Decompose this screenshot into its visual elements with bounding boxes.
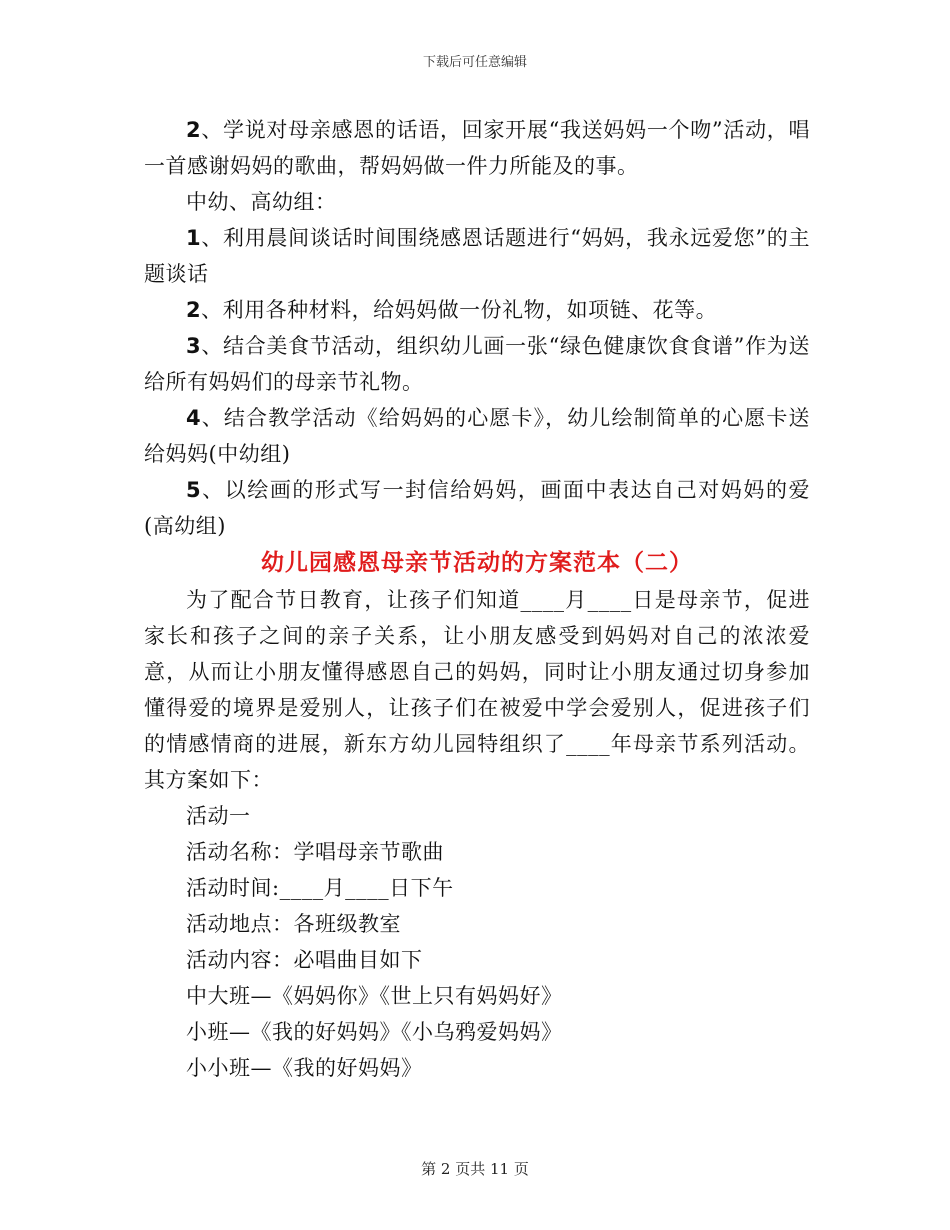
intro-paragraph: 为了配合节日教育，让孩子们知道____月____日是母亲节，促进家长和孩子之间的亲子关系，让小朋友感受到妈妈对自己的浓浓爱意，从而让小朋友懂得感恩自己的妈妈，同时让小朋友通过切身参加懂得爱的境界是爱别人，让孩子们在被爱中学会爱别人，促进孩子们的情感情商的进展，新东方幼儿园特组织了____年母亲节系列活动。其方案如下：: [144, 588, 810, 792]
item-text: 、以绘画的形式写一封信给妈妈，画面中表达自己对妈妈的爱(高幼组): [144, 478, 810, 538]
page-header: 下载后可任意编辑: [422, 55, 527, 70]
item-number: 1: [186, 226, 202, 250]
activity-line: 中大班—《妈妈你》《世上只有妈妈好》: [186, 984, 563, 1008]
activity-line: 活动时间:____月____日下午: [186, 876, 454, 900]
item-number: 5: [186, 478, 202, 502]
item-text: 、结合美食节活动，组织幼儿画一张“绿色健康饮食食谱”作为送给所有妈妈们的母亲节礼物。: [144, 334, 810, 394]
item-text: 、利用各种材料，给妈妈做一份礼物，如项链、花等。: [201, 298, 718, 322]
list-item: [144, 292, 810, 328]
activity-line: 小小班—《我的好妈妈》: [186, 1056, 423, 1080]
document-body: [144, 112, 810, 1086]
group-heading: 中幼、高幼组：: [186, 190, 337, 214]
activity-line: 活动一: [186, 804, 251, 828]
list-item: [144, 220, 810, 292]
list-item: [144, 400, 810, 472]
activity-line: 活动内容：必唱曲目如下: [186, 948, 423, 972]
section-title: 幼儿园感恩母亲节活动的方案范本（二）: [261, 549, 693, 576]
item-number: 2: [186, 298, 202, 322]
activity-line: 活动地点：各班级教室: [186, 912, 401, 936]
item-text: 、结合教学活动《给妈妈的心愿卡》，幼儿绘制简单的心愿卡送给妈妈(中幼组): [144, 406, 810, 466]
item-text: 、学说对母亲感恩的话语，回家开展“我送妈妈一个吻”活动，唱一首感谢妈妈的歌曲，帮妈妈做一件力所能及的事。: [144, 118, 810, 178]
item-number: 3: [186, 334, 202, 358]
page-footer: 第 2 页共 11 页: [421, 1160, 529, 1178]
activity-line: 活动名称：学唱母亲节歌曲: [186, 840, 444, 864]
item-number: 2: [186, 118, 202, 142]
item-number: 4: [186, 406, 202, 430]
list-item: [144, 112, 810, 184]
list-item: [144, 472, 810, 544]
item-text: 、利用晨间谈话时间围绕感恩话题进行“妈妈，我永远爱您”的主题谈话: [144, 226, 810, 286]
list-item: [144, 328, 810, 400]
activity-line: 小班—《我的好妈妈》《小乌鸦爱妈妈》: [186, 1020, 563, 1044]
